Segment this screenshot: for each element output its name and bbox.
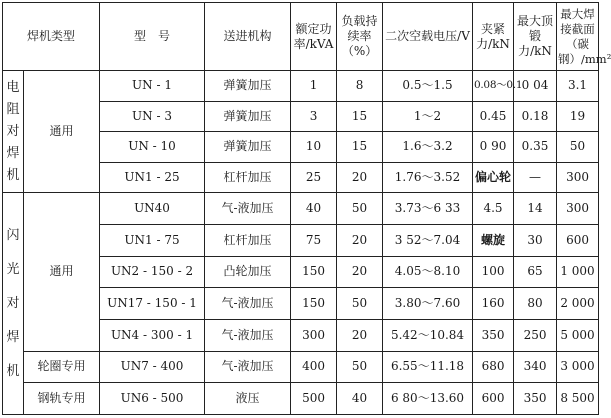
cell-clamp: 350 — [473, 319, 514, 351]
header-model: 型 号 — [100, 3, 205, 71]
cell-voltage: 1.6～3.2 — [383, 132, 473, 163]
cell-model: UN7 - 400 — [100, 351, 205, 383]
cell-area: 600 — [557, 224, 599, 256]
cell-duty: 15 — [337, 101, 383, 132]
cell-voltage: 6.55～11.18 — [383, 351, 473, 383]
header-category: 焊机类型 — [3, 3, 100, 71]
cell-upset: 14 — [514, 193, 557, 225]
cell-model: UN6 - 500 — [100, 383, 205, 415]
cell-voltage: 1.76～3.52 — [383, 162, 473, 193]
cell-duty: 50 — [337, 193, 383, 225]
cell-upset: 250 — [514, 319, 557, 351]
cell-clamp: 4.5 — [473, 193, 514, 225]
cell-upset: 65 — [514, 256, 557, 288]
table-row — [3, 383, 599, 415]
cell-clamp: 100 — [473, 256, 514, 288]
cell-upset: — — [514, 162, 557, 193]
cell-model: UN17 - 150 - 1 — [100, 288, 205, 320]
cell-area: 50 — [557, 132, 599, 163]
header-feed: 送进机构 — [205, 3, 291, 71]
cell-voltage: 6 80～13.60 — [383, 383, 473, 415]
cell-area: 300 — [557, 193, 599, 225]
cell-upset: 0.35 — [514, 132, 557, 163]
cell-power: 25 — [291, 162, 337, 193]
cell-voltage: 5.42～10.84 — [383, 319, 473, 351]
cell-clamp: 螺旋 — [473, 224, 514, 256]
header-clamp: 夹紧力/kN — [473, 3, 514, 71]
cell-feed: 凸轮加压 — [205, 256, 291, 288]
cell-duty: 50 — [337, 351, 383, 383]
cell-clamp: 0 90 — [473, 132, 514, 163]
table-row — [3, 193, 599, 225]
cell-duty: 8 — [337, 71, 383, 102]
cell-voltage: 4.05～8.10 — [383, 256, 473, 288]
cell-voltage: 3 52～7.04 — [383, 224, 473, 256]
subgroup-general-1: 通用 — [24, 71, 100, 193]
cell-feed: 杠杆加压 — [205, 162, 291, 193]
cell-power: 10 — [291, 132, 337, 163]
subgroup-rail: 钢轨专用 — [24, 383, 100, 415]
header-voltage: 二次空载电压/V — [383, 3, 473, 71]
cell-duty: 15 — [337, 132, 383, 163]
cell-upset: 0 04 — [514, 71, 557, 102]
cell-upset: 80 — [514, 288, 557, 320]
cell-upset: 350 — [514, 383, 557, 415]
table-row — [3, 71, 599, 102]
cell-upset: 0.18 — [514, 101, 557, 132]
cell-duty: 20 — [337, 256, 383, 288]
cell-feed: 弹簧加压 — [205, 101, 291, 132]
cell-duty: 50 — [337, 288, 383, 320]
cell-power: 400 — [291, 351, 337, 383]
cell-area: 3.1 — [557, 71, 599, 102]
header-power: 额定功率/kVA — [291, 3, 337, 71]
cell-upset: 30 — [514, 224, 557, 256]
cell-duty: 20 — [337, 162, 383, 193]
welder-spec-table-container — [2, 2, 611, 415]
cell-feed: 弹簧加压 — [205, 132, 291, 163]
cell-clamp: 680 — [473, 351, 514, 383]
group-flash: 闪光对焊机 — [3, 193, 24, 415]
cell-clamp: 偏心轮 — [473, 162, 514, 193]
cell-area: 19 — [557, 101, 599, 132]
header-upset: 最大顶锻力/kN — [514, 3, 557, 71]
cell-power: 3 — [291, 101, 337, 132]
cell-duty: 20 — [337, 224, 383, 256]
cell-feed: 气-液加压 — [205, 319, 291, 351]
cell-area: 1 000 — [557, 256, 599, 288]
welder-spec-table — [2, 2, 611, 415]
cell-model: UN - 3 — [100, 101, 205, 132]
cell-model: UN1 - 25 — [100, 162, 205, 193]
cell-power: 75 — [291, 224, 337, 256]
cell-voltage: 3.73～6 33 — [383, 193, 473, 225]
cell-feed: 杠杆加压 — [205, 224, 291, 256]
header-area: 最大焊接截面（碳钢）/mm² — [557, 3, 599, 71]
cell-voltage: 0.5～1.5 — [383, 71, 473, 102]
cell-model: UN40 — [100, 193, 205, 225]
table-row — [3, 351, 599, 383]
cell-area: 3 000 — [557, 351, 599, 383]
cell-area: 5 000 — [557, 319, 599, 351]
cell-power: 300 — [291, 319, 337, 351]
cell-duty: 20 — [337, 319, 383, 351]
cell-area: 2 000 — [557, 288, 599, 320]
cell-area: 300 — [557, 162, 599, 193]
cell-clamp: 160 — [473, 288, 514, 320]
cell-clamp: 600 — [473, 383, 514, 415]
cell-model: UN4 - 300 - 1 — [100, 319, 205, 351]
cell-model: UN - 1 — [100, 71, 205, 102]
subgroup-general-2: 通用 — [24, 193, 100, 351]
cell-power: 150 — [291, 288, 337, 320]
cell-power: 500 — [291, 383, 337, 415]
subgroup-rim: 轮圈专用 — [24, 351, 100, 383]
header-duty: 负载持续率（%） — [337, 3, 383, 71]
cell-feed: 气-液加压 — [205, 351, 291, 383]
cell-power: 150 — [291, 256, 337, 288]
cell-feed: 液压 — [205, 383, 291, 415]
cell-voltage: 1～2 — [383, 101, 473, 132]
group-resistance: 电阻对焊机 — [3, 71, 24, 193]
cell-clamp: 0.08～0.1 — [473, 71, 514, 102]
cell-model: UN - 10 — [100, 132, 205, 163]
cell-feed: 气-液加压 — [205, 288, 291, 320]
header-row — [3, 3, 599, 71]
cell-model: UN2 - 150 - 2 — [100, 256, 205, 288]
cell-power: 40 — [291, 193, 337, 225]
cell-model: UN1 - 75 — [100, 224, 205, 256]
cell-upset: 340 — [514, 351, 557, 383]
cell-voltage: 3.80～7.60 — [383, 288, 473, 320]
cell-feed: 气-液加压 — [205, 193, 291, 225]
cell-power: 1 — [291, 71, 337, 102]
cell-feed: 弹簧加压 — [205, 71, 291, 102]
cell-duty: 40 — [337, 383, 383, 415]
cell-clamp: 0.45 — [473, 101, 514, 132]
cell-area: 8 500 — [557, 383, 599, 415]
